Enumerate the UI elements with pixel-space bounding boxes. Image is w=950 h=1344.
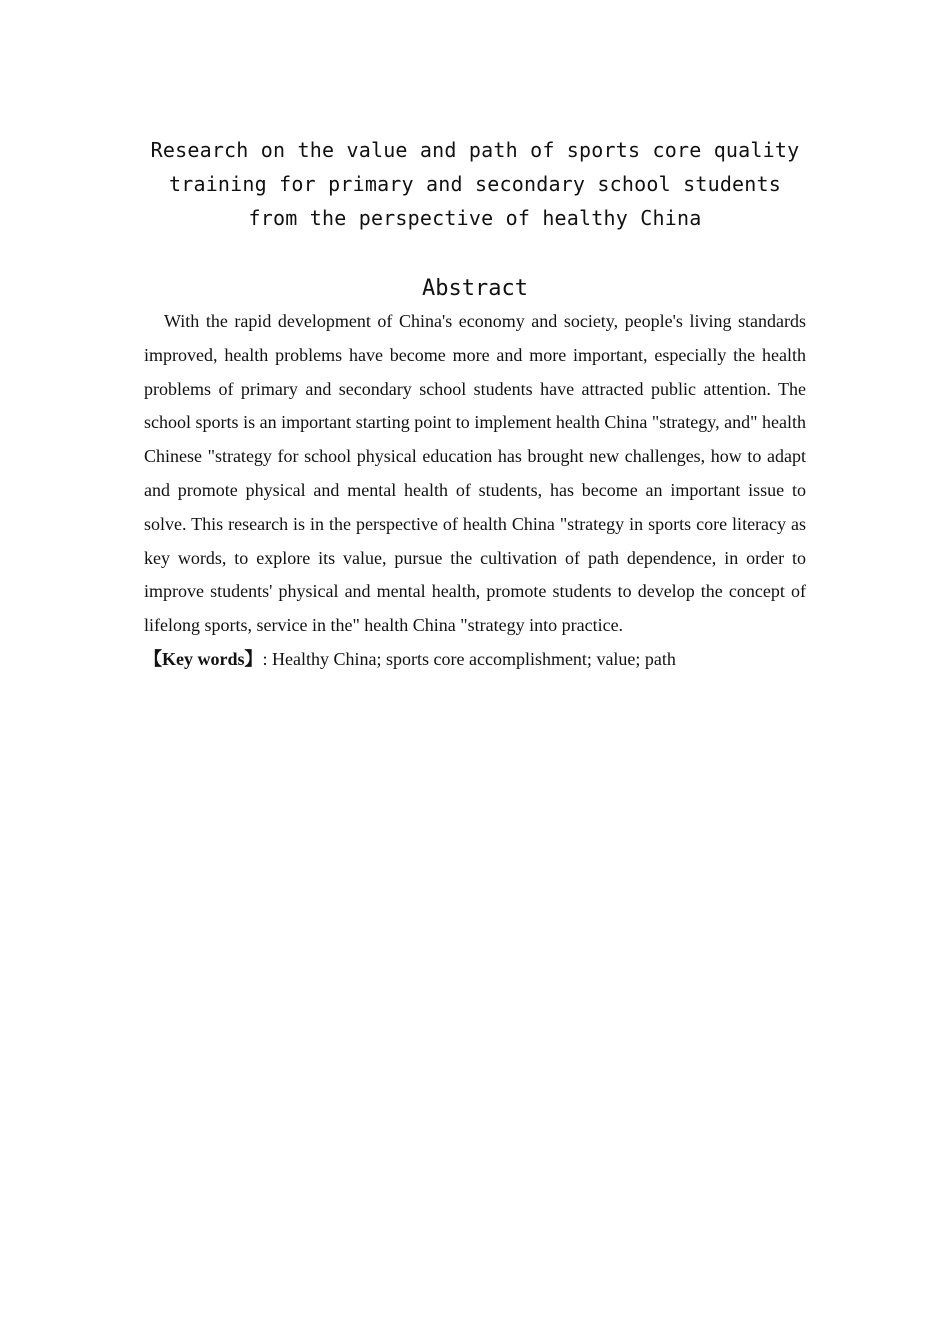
abstract-heading: Abstract [422,276,528,301]
paper-page [144,133,806,677]
abstract-body: With the rapid development of China's economy and society, people's living standards improved, health problems have become more and more important, especially the health problems of primary and secondary school students have attracted public attention. The school sports is an important starting point to implement health China "strategy, and" health Chinese "strategy for school physical education has brought new challenges, how to adapt and promote physical and mental health of students, has become an important issue to solve. This research is in the perspective of health China "strategy in sports core literacy as key words, to explore its value, pursue the cultivation of path dependence, in order to improve students' physical and mental health, promote students to develop the concept of lifelong sports, service in the" health China "strategy into practice. [144,311,806,636]
keywords-label: 【Key words】 [144,648,263,669]
keywords-line [144,643,806,677]
keywords-separator: : [262,648,273,669]
paper-title: Research on the value and path of sports core quality training for primary and secondary school students from the perspective of healthy China [150,138,800,230]
keywords-text: Healthy China; sports core accomplishment; value; path [272,648,676,669]
